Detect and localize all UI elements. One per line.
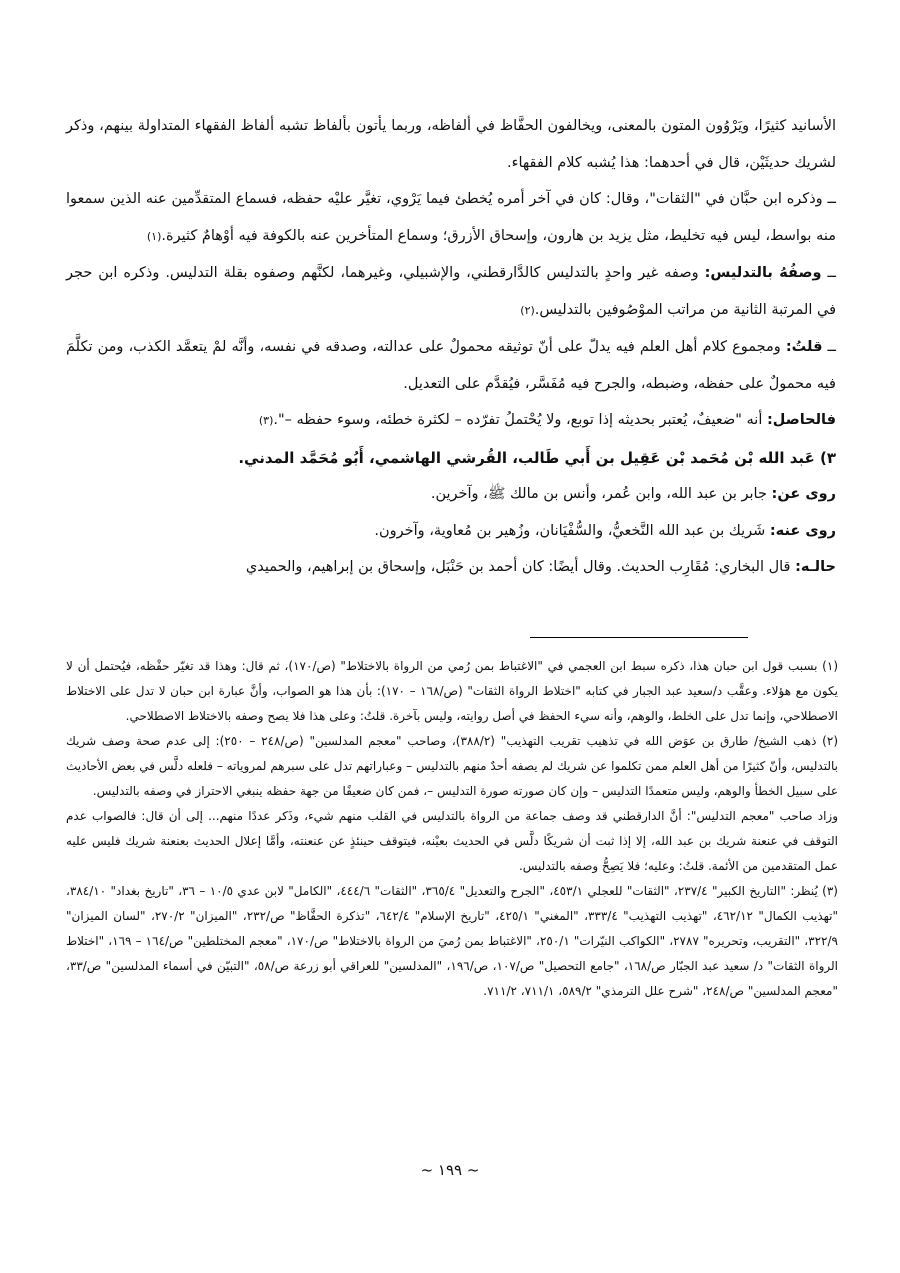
main-text (66, 108, 836, 586)
footnote-ref-1: (١) (146, 229, 162, 243)
paragraph-tadlis: ــ وصفُهُ بالتدليس: وصفه غير واحدٍ بالتدليس كالدَّارقطني، والإشبيلي، وغيرهما، لكنَّهم وصفوه بقلة التدليس. وذكره ابن حجر في المرتبة الثانية من مراتب الموْصُوفين بالتدليس.(٢) (66, 265, 837, 318)
footnote-1: (١) بسبب قول ابن حبان هذا، ذكره سبط ابن العجمي في "الاغتباط بمن رُمي من الرواة بالاختلاط" (ص/١٧٠)، ثم قال: وهذا قد تغيّر حفْظه، فيُحتمل أن لا يكون مع هؤلاء. وعقَّب د/سعيد عبد الجبار في كتابه "اختلاط الرواة الثقات" (ص/١٦٨ – ١٧٠): بأن هذا هو الصواب، وأنَّ عبارة ابن حبان لا تدل على الاختلاط الاصطلاحي، وإنما تدل على الخلط، والوهم، وأنه سيء الحفظ في أصل روايته، وليس بآخرة. قلتُ: وعلى هذا فلا يصح وصفه بالاختلاط الاصطلاحي. (66, 659, 838, 723)
footnote-2: (٢) ذهب الشيخ/ طارق بن عوَض الله في تذهيب تقريب التهذيب" (٣٨٨/٢)، وصاحب "معجم المدلسين" (ص/٢٤٨ – ٢٥٠): إلى عدم صحة وصف شريك بالتدليس، وأنّ كثيرًا من أهل العلم ممن تكلموا عن شريك لم يصفه أحدٌ منهم بالتدليس – وعباراتهم تدل على سبرهم لمروياته – فلعله دلَّس في بعض الأحاديث على سبيل الخطأ والوهم، وليس متعمدًا التدليس – وإن كان صورته صورة التدليس –، فمن كان ضعيفًا من جهة حفظه ينبغي الاحتراز في وصفه بالتدليس. (66, 734, 839, 798)
footnote-2-continued: وزاد صاحب "معجم التدليس": أنَّ الدارقطني قد وصف جماعة من الرواة بالتدليس في القلب منهم شيء، وذَكر عددًا منهم... إلى أن قال: فالصواب عدم التوقف في عنعنة شريك بن عبد الله، إلا إذا ثبت أن شريكًا دلَّس في الحديث بعيْنه، فيتوقف حينئذٍ عن عنعنته، وأمَّا إعلال الحديث بعنعنة شريك فليس عليه عمل المتقدمين من الأئمة. قلتُ: وعليه؛ فلا يَصِحُّ وصفه بالتدليس. (66, 809, 838, 873)
footnote-divider (530, 637, 748, 638)
paragraph-1: الأسانيد كثيرًا، ويَرْوُون المتون بالمعنى، ويخالفون الحفَّاظ في ألفاظه، وربما يأتون بألفاظ تشبه ألفاظ الفقهاء المتداولة بينهم، وذكر لشريك حديثَيْن، قال في أحدهما: هذا يُشبه كلام الفقهاء. (66, 118, 836, 171)
footnote-ref-2: (٢) (520, 303, 535, 317)
rawa-anhu-label: روى عنه: (769, 522, 836, 539)
footnote-ref-3: (٣) (258, 414, 274, 427)
narrator-heading: ٣) عَبد الله بْن مُحَمد بْن عَقِيل بن أَبي طَالب، القُرشي الهاشمي، أَبُو مُحَمَّد المدني. (238, 448, 836, 467)
paragraph-rawa-anhu: روى عنه: شَريك بن عبد الله النَّخعيُّ، والسُّفْيَانان، وزُهير بن مُعاوية، وآخرون. (374, 522, 836, 539)
rawa-an-label: روى عن: (771, 486, 836, 502)
paragraph-qultu: ــ قلتُ: ومجموع كلام أهل العلم فيه يدلّ على أنّ توثيقه محمولٌ على عدالته، وصدقه في نفسه، وأنَّه لمْ يتعمَّد الكذب، ومن تكلَّمَ فيه محمولٌ على حفظه، وضبطه، والجرح فيه مُفَسَّر، فيُقدَّم على التعديل. (66, 339, 837, 392)
paragraph-haluhu: حالـه: قال البخاري: مُقَارِب الحديث. وقال أيضًا: كان أحمد بن حَنْبَل، وإسحاق بن إبراهيم، والحميدي (245, 559, 836, 575)
qultu-label: قلتُ: (785, 339, 823, 355)
tadlis-label: وصفُهُ بالتدليس: (704, 265, 822, 281)
footnote-3: (٣) يُنظر: "التاريخ الكبير" ٢٣٧/٤، "الثقات" للعجلي ٤٥٣/١، "الجرح والتعديل" ٣٦٥/٤، "الثقات" ٤٤٤/٦، "الكامل" لابن عدي ١٠/٥ – ٣٦، "تاريخ بغداد" ٣٨٤/١٠، "تهذيب الكمال" ٤٦٢/١٢، "تهذيب التهذيب" ٣٣٣/٤، "المغني" ٤٢٥/١، "تاريخ الإسلام" ٦٤٢/٤، "تذكرة الحفَّاظ" ص/٢٣٢، "الميزان" ٢٧٠/٢، "لسان الميزان" ٣٢٢/٩، "التقريب، وتحريره" ٢٧٨٧، "الكواكب النيّرات" ٢٥٠/١، "الاغتباط بمن رُميَ من الرواة بالاختلاط" ص/١٧٠، "معجم المختلطين" ص/١٦٤ – ١٦٩، "اختلاط الرواة الثقات" د/ سعيد عبد الجبّار ص/١٦٨، "جامع التحصيل" ص/١٠٧، ص/١٩٦، "المدلسين" للعراقي أبو زرعة ص/٥٨، "التبيّن في أسماء المدلسين" ص/٣٣، "معجم المدلسين" ص/٢٤٨، "شرح علل الترمذي" ٥٨٩/٢، ٧١١/١، ٧١١/٢. (66, 884, 839, 998)
page-number: ~ ١٩٩ ~ (420, 1161, 480, 1179)
paragraph-hasil: فالحاصل: أنه "ضعيفٌ، يُعتبر بحديثه إذا توبع، ولا يُحْتملُ تفرّده – لكثرة خطئه، وسوء حفظه –".(٣) (258, 412, 836, 428)
paragraph-rawa-an: روى عن: جابر بن عبد الله، وابن عُمر، وأنس بن مالك ﷺ، وآخرين. (430, 486, 836, 502)
haluhu-label: حالـه: (795, 559, 836, 575)
hasil-label: فالحاصل: (766, 412, 836, 428)
footnotes (66, 654, 838, 1004)
paragraph-ibn-hibban: ــ وذكره ابن حبَّان في "الثقات"، وقال: كان في آخر أمره يُخطئ فيما يَرْوي، تغيَّر عليْه حفظه، فسماع المتقدِّمين عنه الذين سمعوا منه بواسط، ليس فيه تخليط، مثل يزيد بن هارون، وإسحاق الأزرق؛ وسماع المتأخرين عنه بالكوفة فيه أوْهامٌ كثيرة.(١) (66, 191, 836, 244)
